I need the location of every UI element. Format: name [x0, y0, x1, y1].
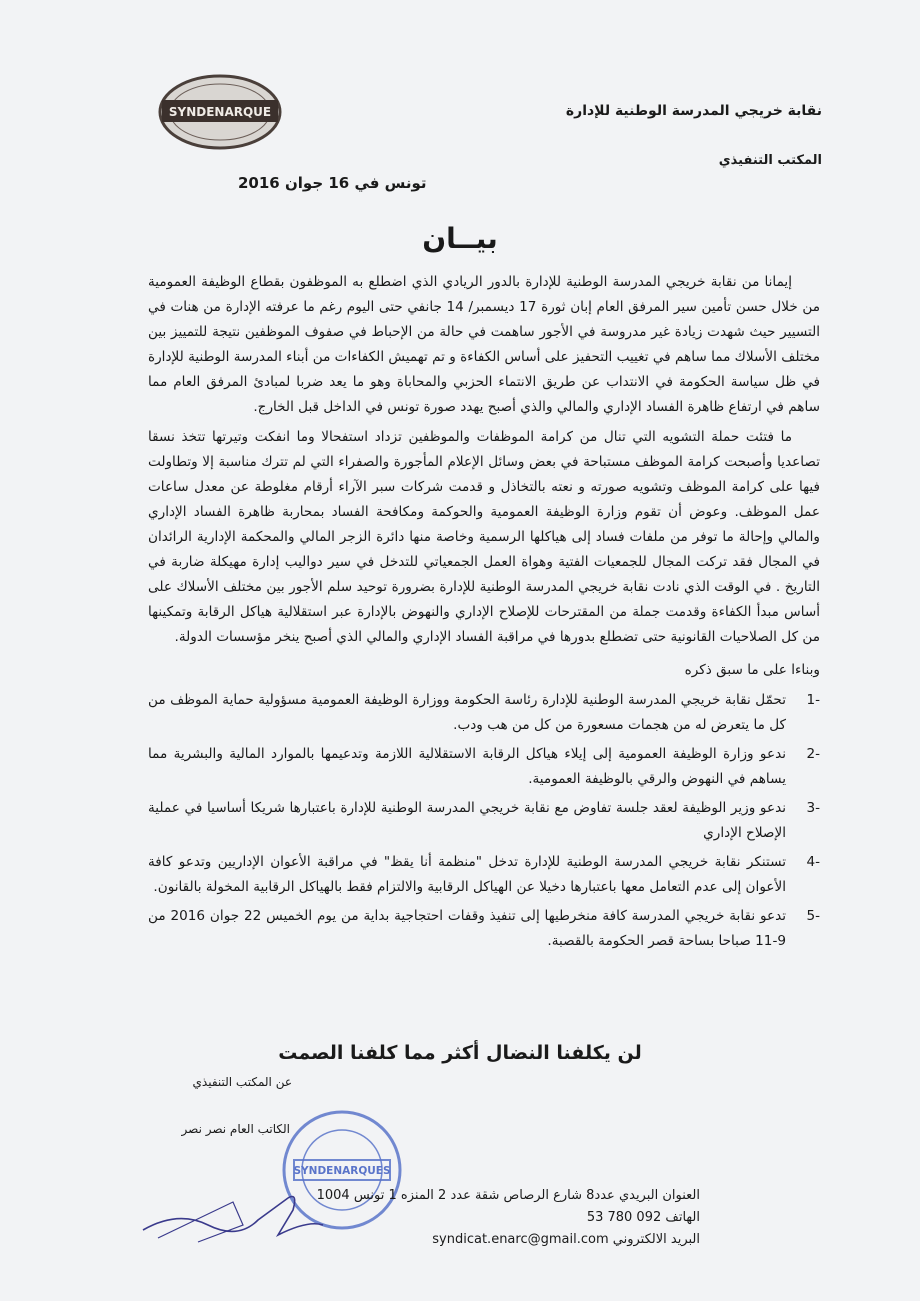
phone-label: الهاتف: [665, 1210, 700, 1225]
item-text: ندعو وزير الوظيفة لعقد جلسة تفاوض مع نقابة خريجي المدرسة الوطنية للإدارة باعتبارها شريكا أساسيا في عملية الإصلاح الإداري: [148, 799, 786, 841]
email-line: [317, 1229, 700, 1251]
item-number: -2: [806, 745, 820, 762]
stamp-text: SYNDENARQUES: [293, 1165, 391, 1177]
paragraph: إيمانا من نقابة خريجي المدرسة الوطنية للإدارة بالدور الريادي الذي اضطلع به الموظفون بقطاع الوظيفة العمومية من خلال حسن تأمين سير المرفق العام إبان ثورة 17 ديسمبر/ 14 جانفي حتى اليوم رغم ما عرفته الإدارة من هنات في التسيير حيث شهدت زيادة غير مدروسة في الأجور ساهمت في حالة من الإحباط في صفوف الموظفين نتيجة للتمييز بين مختلف الأسلاك مما ساهم في تغييب التحفيز على أساس الكفاءة و تم تهميش الكفاءات من أبناء المدرسة الوطنية للإدارة في ظل سياسة الحكومة في الانتداب عن طريق الانتماء الحزبي والمحاباة وهو ما يعد ضربا لمبادئ المرفق العام مما ساهم في ارتفاع ظاهرة الفساد الإداري والمالي والذي أصبح يهدد صورة تونس في الداخل قبل الخارج.: [148, 274, 821, 416]
paragraph: ما فتئت حملة التشويه التي تنال من كرامة الموظفات والموظفين تزداد استفحالا وما انفكت وتيرتها تتخذ نسقا تصاعديا وأصبحت كرامة الموظف مستباحة في بعض وسائل الإعلام المأجورة والصفراء التي لم تترك مناسبة إلا وتطاولت فيها على كرامة الموظف وتشويه صورته و نعته بالتخاذل و قدمت شركات سبر الآراء أرقام مغلوطة عن معدل ساعات عمل الموظف. وعوض أن تقوم وزارة الوظيفة العمومية والحوكمة ومكافحة الفساد بمحاربة ظاهرة الفساد الإداري والمالي وإحالة ما توفر من ملفات فساد إلى هياكلها الرسمية وخاصة منها دائرة الزجر المالي والمحكمة الإدارية الرائدان في المجال فقد تركت المجال للجمعيات الفتية وهواة العمل الجمعياتي للتدخل في سير دواليب إدارة مهيكلة ضاربة في التاريخ . في الوقت الذي نادت نقابة خريجي المدرسة الوطنية للإدارة بضرورة توحيد سلم الأجور بين مختلف الأسلاك على أساس مبدأ الكفاءة وقدمت جملة من المقترحات للإصلاح الإداري والنهوض بالإدارة عبر استقلالية هياكل الرقابة وتمكينها من كل الصلاحيات القانونية حتى تضطلع بدورها في مراقبة الفساد الإداري والمالي الذي أصبح ينخر مؤسسات الدولة.: [148, 428, 820, 646]
list-item: [148, 904, 820, 954]
list-item: [148, 688, 820, 738]
list-item: [148, 742, 820, 792]
document-date: تونس في 16 جوان 2016: [238, 174, 427, 192]
item-number: -3: [806, 799, 820, 816]
postal-address: العنوان البريدي عدد8 شارع الرصاص شقة عدد 2 المنزه 1 تونس 1004: [316, 1188, 700, 1203]
phone-number: 53 780 092: [586, 1210, 662, 1225]
item-number: -4: [806, 854, 820, 871]
intro-line: وبناءا على ما سبق ذكره: [684, 662, 820, 679]
item-text: تدعو نقابة خريجي المدرسة كافة منخرطيها إلى تنفيذ وقفات احتجاجية بداية من يوم الخميس 22 جوان 2016 من 9-11 صباحا بساحة قصر الحكومة بالقصبة.: [148, 908, 787, 950]
item-text: تحمّل نقابة خريجي المدرسة الوطنية للإدارة رئاسة الحكومة ووزارة الوظيفة العمومية مسؤولية حماية الموظف من كل ما يتعرض له من هجمات مسعورة من كل من هب ودب.: [148, 691, 786, 733]
office-name: المكتب التنفيذي: [718, 153, 822, 168]
email-label: البريد الالكتروني: [612, 1232, 700, 1247]
logo-text: SYNDENARQUE: [168, 105, 272, 119]
union-logo: [156, 72, 284, 152]
list-item: [148, 850, 820, 900]
document-title: بيــان: [422, 222, 498, 255]
slogan: لن يكلفنا النضال أكثر مما كلفنا الصمت: [278, 1042, 642, 1064]
item-text: تستنكر نقابة خريجي المدرسة الوطنية للإدارة تدخل "منظمة أنا يقظ" في مراقبة الأعوان الإداريين وتدعو كافة الأعوان إلى عدم التعامل معها باعتبارها دخيلا عن الهياكل الرقابية والالتزام فقط بالهياكل الرقابية المخولة بالقانون.: [148, 854, 786, 896]
item-number: -1: [806, 691, 820, 708]
item-text: ندعو وزارة الوظيفة العمومية إلى إيلاء هياكل الرقابة الاستقلالية اللازمة وتدعيمها بالموارد المالية والبشرية مما يساهم في النهوض والرقي بالوظيفة العمومية.: [148, 745, 786, 787]
organization-name: نقابة خريجي المدرسة الوطنية للإدارة: [565, 103, 822, 119]
handwritten-signature: [138, 1180, 328, 1250]
document-body: [148, 270, 820, 958]
signatory-name: الكاتب العام نصر نصر: [181, 1122, 290, 1136]
signatory-office: عن المكتب التنفيذي: [192, 1075, 292, 1089]
item-number: -5: [806, 908, 820, 925]
demands-list: [148, 688, 820, 955]
contact-block: [317, 1185, 700, 1251]
phone-line: [317, 1207, 700, 1229]
list-item: [148, 796, 820, 846]
email-address: syndicat.enarc@gmail.com: [432, 1232, 609, 1247]
